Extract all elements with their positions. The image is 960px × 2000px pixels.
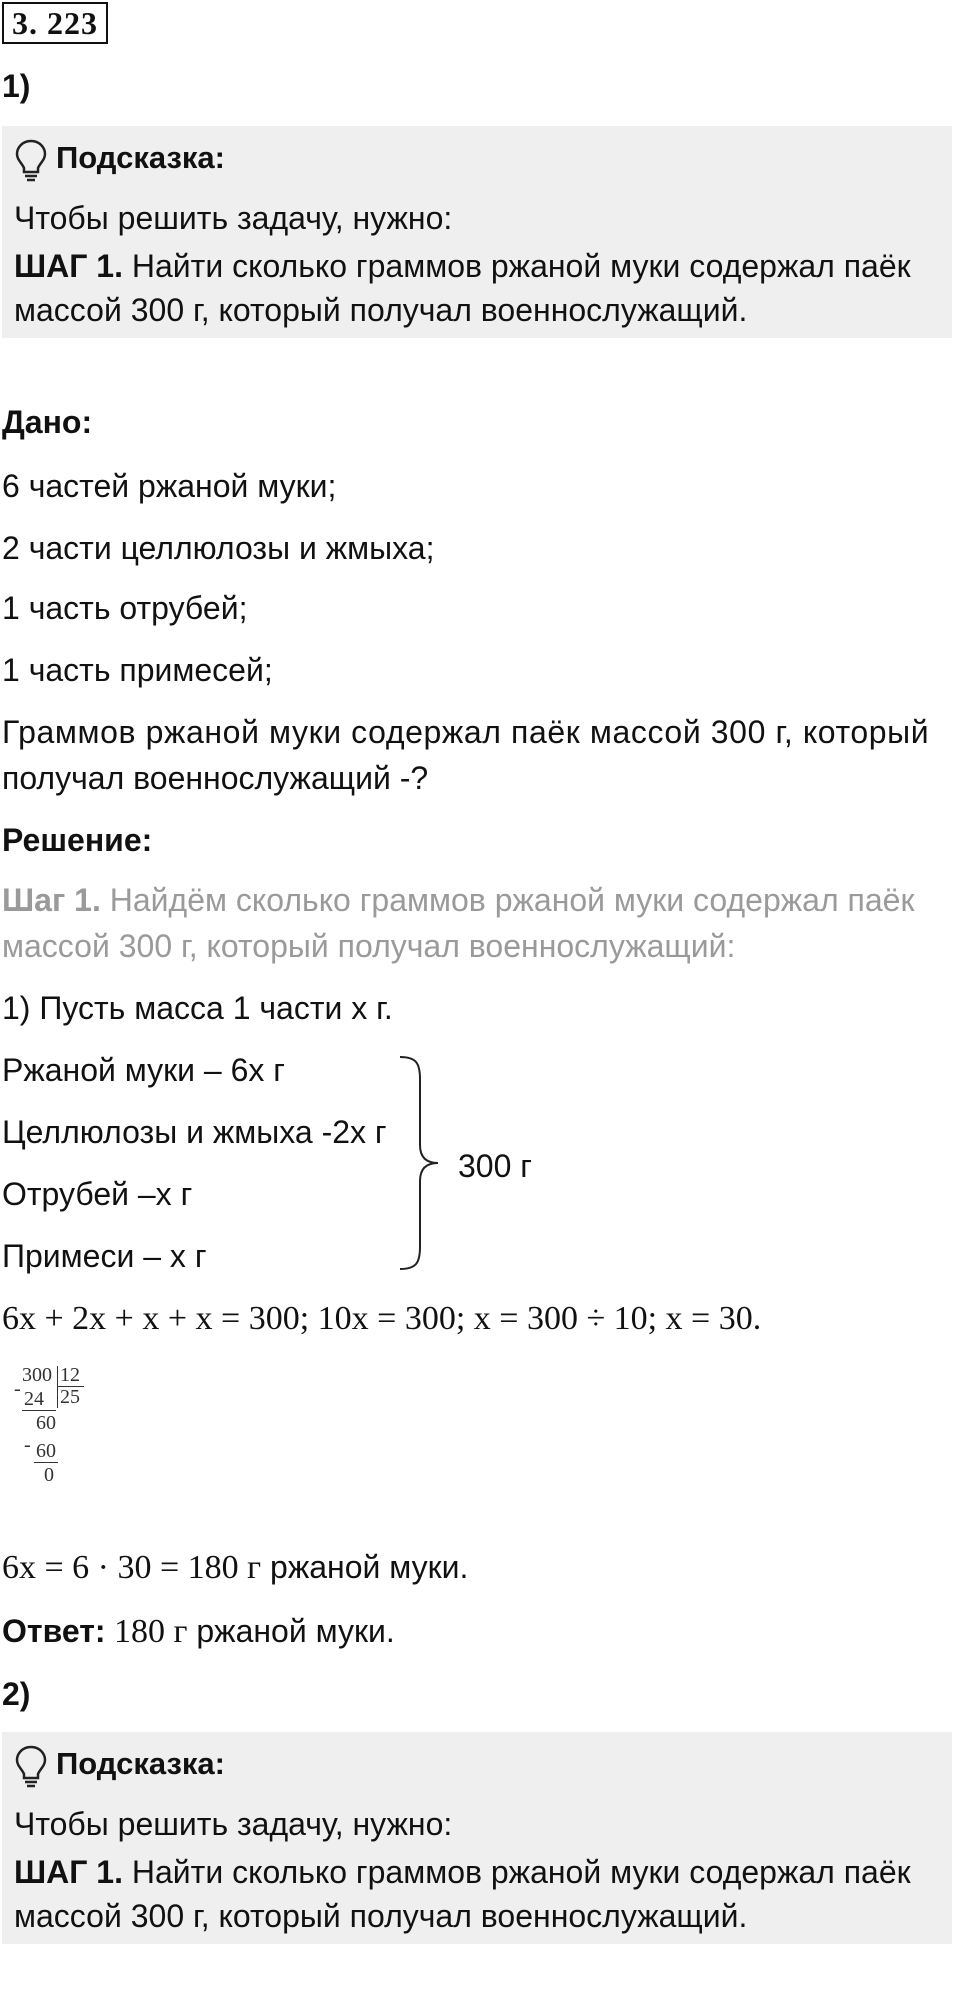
step-line-1 (2, 880, 914, 920)
answer-label: Ответ: (2, 1613, 106, 1649)
hint-step-label: ШАГ 1. (14, 248, 123, 284)
given-item: 2 части целлюлозы и жмыха; (2, 530, 435, 566)
hint-step-line-1 (14, 246, 911, 286)
part-2-label: 2) (2, 1676, 31, 1712)
hint-intro: Чтобы решить задачу, нужно: (14, 1806, 453, 1842)
subtraction-line (34, 1462, 58, 1463)
step-label: Шаг 1. (2, 882, 101, 918)
subtrahend-1: 24 (24, 1388, 44, 1410)
equation: 6x + 2x + x + x = 300; 10x = 300; x = 300 ÷ 10; x = 30. (2, 1300, 762, 1337)
subtraction-line (22, 1410, 56, 1411)
hint-step-line-1 (14, 1852, 911, 1892)
remainder-2: 0 (44, 1464, 54, 1486)
step-line-2: массой 300 г, который получал военнослужащий: (2, 928, 736, 964)
part-expression: Ржаной муки – 6х г (2, 1052, 285, 1088)
subtrahend-2: 60 (36, 1440, 56, 1462)
hint-step-text: Найти сколько граммов ржаной муки содержал паёк (131, 248, 911, 284)
curly-brace (398, 1053, 458, 1273)
result-line (2, 1546, 468, 1596)
hint-step-text: Найти сколько граммов ржаной муки содержал паёк (131, 1854, 911, 1890)
hint-step-line-2: массой 300 г, который получал военнослужащий. (14, 1898, 748, 1934)
hint-title: Подсказка: (56, 1746, 225, 1781)
remainder-1: 60 (36, 1412, 56, 1434)
brace-total: 300 г (458, 1148, 532, 1184)
solution-label: Решение: (2, 822, 153, 858)
given-label: Дано: (2, 404, 93, 440)
task-number: 3. 223 (2, 2, 108, 44)
minus-sign: - (24, 1434, 31, 1456)
division-bar (57, 1366, 58, 1408)
hint-step-line-2: массой 300 г, который получал военнослужащий. (14, 292, 748, 328)
part-1-label: 1) (2, 68, 31, 104)
part-expression: Отрубей –х г (2, 1176, 193, 1212)
question-line-1: Граммов ржаной муки содержал паёк массой 300 г, который (2, 714, 930, 750)
lightbulb-icon (14, 1744, 48, 1788)
answer-math: 180 г (105, 1613, 188, 1650)
hint-intro: Чтобы решить задачу, нужно: (14, 200, 453, 236)
result-text: ржаной муки. (261, 1549, 469, 1585)
dividend: 300 (22, 1364, 52, 1386)
divisor: 12 (60, 1364, 80, 1386)
let-statement: 1) Пусть масса 1 части х г. (2, 990, 393, 1026)
question-line-2: получал военнослужащий -? (2, 760, 429, 796)
given-item: 6 частей ржаной муки; (2, 468, 337, 504)
hint-box-1 (2, 126, 952, 338)
hint-box-2 (2, 1732, 952, 1944)
long-division (14, 1364, 94, 1514)
minus-sign: - (14, 1378, 21, 1400)
hint-title: Подсказка: (56, 140, 225, 175)
step-text: Найдём сколько граммов ржаной муки содержал паёк (109, 882, 915, 918)
given-item: 1 часть примесей; (2, 652, 273, 688)
answer-line (2, 1610, 395, 1660)
quotient: 25 (60, 1386, 80, 1408)
hint-step-label: ШАГ 1. (14, 1854, 123, 1890)
part-expression: Примеси – х г (2, 1238, 207, 1274)
lightbulb-icon (14, 138, 48, 182)
answer-text: ржаной муки. (187, 1613, 395, 1649)
part-expression: Целлюлозы и жмыха -2х г (2, 1114, 387, 1150)
result-math: 6x = 6 · 30 = 180 г (2, 1549, 262, 1586)
given-item: 1 часть отрубей; (2, 590, 248, 626)
